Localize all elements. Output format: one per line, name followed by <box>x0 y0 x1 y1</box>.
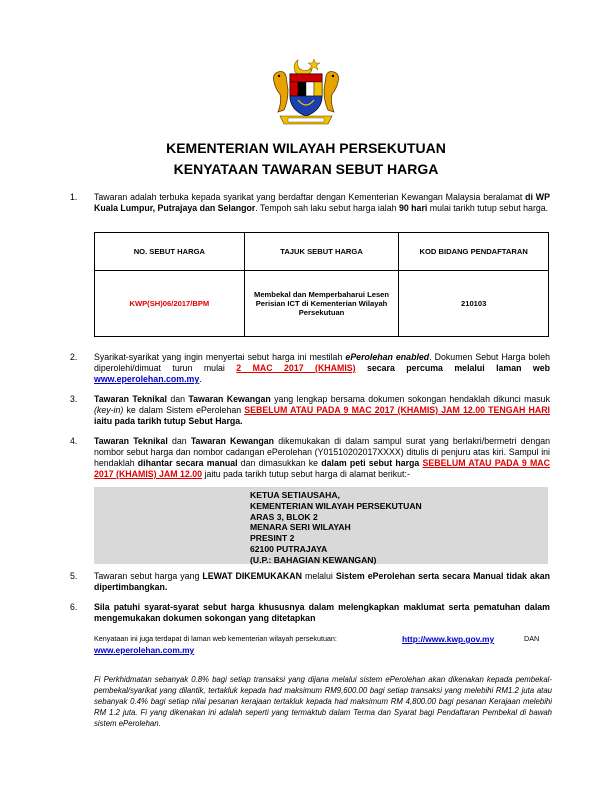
item-number: 6. <box>70 602 78 612</box>
text: . Tempoh sah laku sebut harga ialah <box>255 203 399 213</box>
eperolehan-website-link[interactable]: www.eperolehan.com.my <box>94 645 195 655</box>
eperolehan-enabled-text: ePerolehan enabled <box>345 352 430 362</box>
paragraph-4 <box>94 436 550 480</box>
paragraph-3 <box>94 394 550 427</box>
notice-and-text: DAN <box>524 634 540 643</box>
text: iaitu pada tarikh tutup Sebut Harga. <box>94 416 243 426</box>
text: Tawaran Teknikal <box>94 394 167 404</box>
validity-text: 90 hari <box>398 203 428 213</box>
text: melalui <box>301 571 336 581</box>
text: Sistem ePerolehan serta secara Manual tidak akan dipertimbangkan. <box>94 571 550 592</box>
paragraph-2 <box>94 352 550 385</box>
notice-text: Kenyataan ini juga terdapat di laman web kementerian wilayah persekutuan: <box>94 634 337 643</box>
quotation-title-cell: Membekal dan Memperbaharui Lesen Perisian ICT di Kementerian Wilayah Persekutuan <box>244 271 399 337</box>
col-header-no: NO. SEBUT HARGA <box>95 233 245 271</box>
paragraph-1 <box>94 192 550 214</box>
address-block <box>250 490 422 566</box>
notice-line-2 <box>94 645 194 656</box>
text: dikemukakan di dalam sampul surat yang berlakri/bermetri dengan nombor sebut harga dan nombor cadangan ePerolehan (Y01510202017XXXX) ditulis di penjuru atas kiri. Sampul ini hendaklah <box>94 436 550 468</box>
quotation-number-cell: KWP(SH)06/2017/BPM <box>95 271 245 337</box>
item-number: 1. <box>70 192 78 202</box>
kwp-website-link[interactable]: http://www.kwp.gov.my <box>402 634 495 644</box>
eperolehan-link[interactable]: www.eperolehan.com.my <box>94 374 200 384</box>
notice-line <box>94 634 550 644</box>
address-line: KETUA SETIAUSAHA, <box>250 490 340 500</box>
address-line: PRESINT 2 <box>250 533 295 544</box>
text: LEWAT DIKEMUKAKAN <box>202 571 302 581</box>
text: dihantar secara manual <box>137 458 238 468</box>
start-date-text: 2 MAC 2017 (KHAMIS) <box>236 363 356 373</box>
service-fee-note: Fi Perkhidmatan sebanyak 0.8% bagi setiap transaksi yang dijana melalui sistem ePerolehan akan dikenakan kepada pembekal-pembekal/syarikat yang dilantik, tertakluk kepada had maksimum RM9,600.00 bagi setiap transaksi yang melebihi RM1.2 juta atau sebanyak 0.4% bagi setiap nilai pesanan kerajaan tertakluk kepada had maksimum RM 4,800.00 bagi pesanan Kerajaan melebihi RM 1.2 juta. Fi yang dikenakan ini adalah seperti yang termaktub dalam Terma dan Syarat bagi Pendaftaran Pembekal di bawah sistem ePerolehan. <box>94 675 552 728</box>
address-line: MENARA SERI WILAYAH <box>250 522 351 533</box>
item-number: 3. <box>70 394 78 404</box>
text: dan <box>167 436 191 446</box>
text: mulai tarikh tutup sebut harga. <box>427 203 549 213</box>
col-header-kod: KOD BIDANG PENDAFTARAN <box>399 233 549 271</box>
closing-date-text: SEBELUM ATAU PADA 9 MAC 2017 (KHAMIS) JAM 12.00 TENGAH HARI <box>244 405 550 415</box>
location-text: di WP Kuala Lumpur, Putrajaya dan Selangor <box>94 192 550 213</box>
text: Syarikat-syarikat yang ingin menyertai sebut harga ini mestilah <box>94 352 346 362</box>
text: dan <box>166 394 189 404</box>
text: jaitu pada tarikh tutup sebut harga di alamat berikut:- <box>202 469 410 479</box>
address-line: 62100 PUTRAJAYA <box>250 543 328 554</box>
text: (key-in) <box>94 405 124 415</box>
address-line: (U.P.: BAHAGIAN KEWANGAN) <box>250 554 377 565</box>
text: Tawaran Kewangan <box>188 394 271 404</box>
col-header-tajuk: TAJUK SEBUT HARGA <box>244 233 399 271</box>
notice-title: KENYATAAN TAWARAN SEBUT HARGA <box>173 161 439 177</box>
quotation-table <box>94 232 549 337</box>
paragraph-5 <box>94 571 550 593</box>
address-line: ARAS 3, BLOK 2 <box>250 511 318 522</box>
text: Tawaran Kewangan <box>190 436 275 446</box>
text: Tawaran Teknikal <box>94 436 168 446</box>
text: dan dimasukkan ke <box>237 458 322 468</box>
table-row <box>95 271 549 337</box>
text: . <box>199 374 202 384</box>
ministry-title: KEMENTERIAN WILAYAH PERSEKUTUAN <box>166 140 446 156</box>
text: ke dalam Sistem ePerolehan <box>123 405 245 415</box>
text: . Dokumen Sebut Harga boleh diperolehi/dimuat turun mulai <box>94 352 550 373</box>
address-line: KEMENTERIAN WILAYAH PERSEKUTUAN <box>250 500 422 511</box>
address-box <box>94 487 548 564</box>
item-number: 5. <box>70 571 78 581</box>
closing-date-text: SEBELUM ATAU PADA 9 MAC 2017 (KHAMIS) JAM 12.00 <box>94 458 550 479</box>
text: secara percuma melalui laman web <box>355 363 551 373</box>
item-number: 2. <box>70 352 78 362</box>
text: yang lengkap bersama dokumen sokongan hendaklah dikunci masuk <box>270 394 550 404</box>
malaysia-coat-of-arms-icon <box>268 56 344 128</box>
registration-code-cell: 210103 <box>399 271 549 337</box>
item-number: 4. <box>70 436 78 446</box>
text: dalam peti sebut harga <box>321 458 420 468</box>
text: Tawaran sebut harga yang <box>94 571 203 581</box>
text: Tawaran adalah terbuka kepada syarikat yang berdaftar dengan Kementerian Kewangan Malaysia beralamat <box>94 192 526 202</box>
table-header-row <box>95 233 549 271</box>
paragraph-6: Sila patuhi syarat-syarat sebut harga khususnya dalam melengkapkan maklumat serta pematuhan dalam mengemukakan dokumen sokongan yang ditetapkan <box>94 602 550 623</box>
